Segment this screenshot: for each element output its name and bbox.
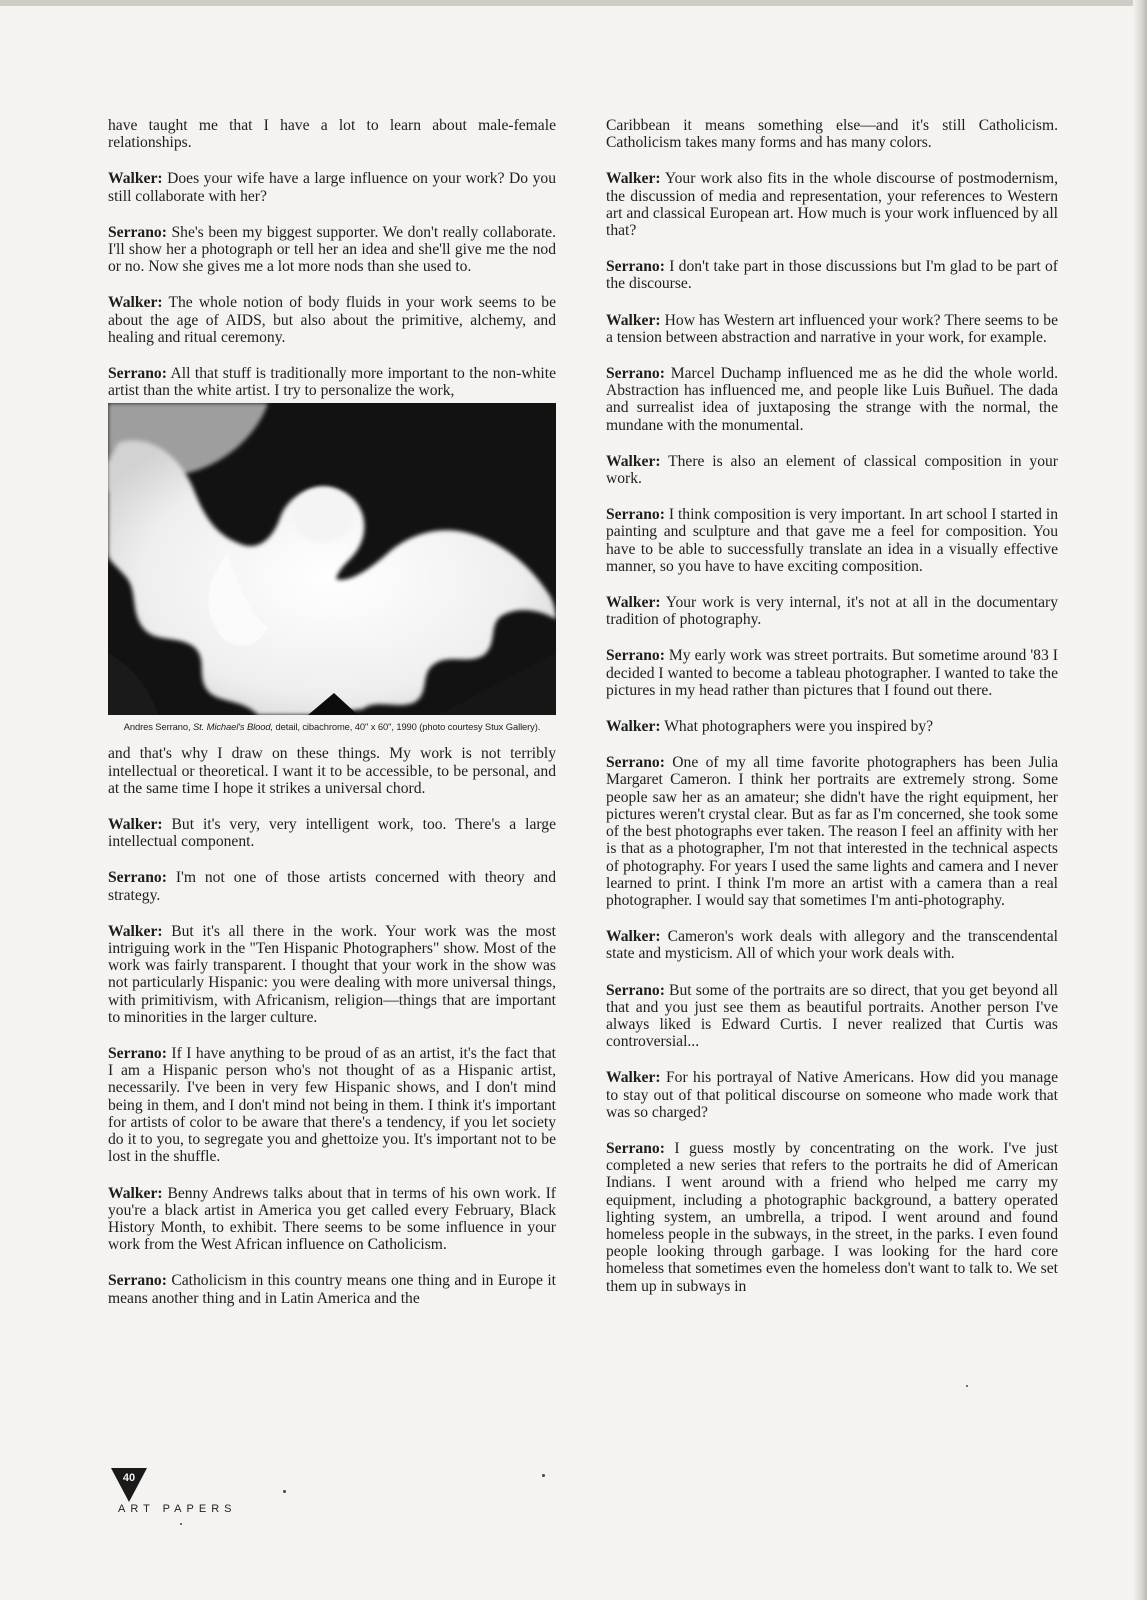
paragraph-text: For his portrayal of Native Americans. How did you manage to stay out of that political discourse on someone who made work that was so charged?	[606, 1069, 1058, 1121]
speaker-name: Walker:	[108, 170, 163, 188]
interview-paragraph	[606, 506, 1058, 575]
speaker-name: Walker:	[108, 1184, 163, 1202]
paragraph-text: But some of the portraits are so direct, that you get beyond all that and you just see them as beautiful portraits. Another person I've always liked is Edward Curtis. I never realized that Curtis was controversial...	[606, 981, 1058, 1051]
paragraph-text: One of my all time favorite photographers has been Julia Margaret Cameron. I think her portraits are extremely strong. Some people saw her as an amateur; she didn't have the right equipment, her pictures weren't crystal clear. But as far as I'm concerned, she took some of the best photographs ever taken. The reason I feel an affinity with her is that as a photographer, I'm not that interested in the technical aspects of photography. For years I used the same lights and camera and I never learned to print. I think I'm more an artist with a camera than a real photographer. I would say that sometimes I'm anti-photography.	[606, 754, 1058, 909]
paragraph-text: Does your wife have a large influence on your work? Do you still collaborate with her?	[108, 170, 556, 205]
interview-paragraph	[606, 1140, 1058, 1295]
page-top-edge	[0, 0, 1147, 6]
speaker-name: Serrano:	[606, 506, 665, 524]
speaker-name: Serrano:	[606, 258, 665, 276]
interview-paragraph	[606, 117, 1058, 151]
interview-paragraph	[108, 170, 556, 204]
speaker-name: Serrano:	[108, 365, 167, 383]
interview-paragraph	[606, 258, 1058, 292]
print-speck	[180, 1523, 182, 1525]
paragraph-text: Your work is very internal, it's not at all in the documentary tradition of photography.	[606, 594, 1058, 629]
speaker-name: Serrano:	[606, 1139, 665, 1157]
paragraph-text: have taught me that I have a lot to learn about male-female relationships.	[108, 117, 556, 152]
paragraph-text: My early work was street portraits. But sometime around '83 I decided I wanted to become a tableau photographer. I wanted to take the pictures in my head rather than pictures that I found out there.	[606, 647, 1058, 699]
print-speck	[966, 1385, 968, 1387]
interview-paragraph	[606, 170, 1058, 239]
right-column-text	[606, 117, 1058, 1295]
paragraph-text: I guess mostly by concentrating on the work. I've just completed a new series that refers to the portraits he did of American Indians. I went around with a friend who helped me carry my equipment, including a photographic background, a battery operated lighting system, an umbrella, a tripod. I went around and found homeless people in the subways, in the street, in the parks. I even found people looking through garbage. I was looking for the hard core homeless that sometimes even the homeless don't want to talk to. We set them up in subways in	[606, 1139, 1058, 1295]
interview-paragraph	[606, 754, 1058, 909]
interview-paragraph	[108, 816, 556, 850]
interview-paragraph	[108, 745, 556, 797]
paragraph-text: She's been my biggest supporter. We don't really collaborate. I'll show her a photograph or tell her an idea and she'll give me the nod or no. Now she gives me a lot more nods than she used to.	[108, 223, 556, 276]
interview-paragraph	[108, 923, 556, 1026]
left-column-text-bottom	[108, 745, 556, 1306]
interview-paragraph	[606, 453, 1058, 487]
paragraph-text: But it's all there in the work. Your work was the most intriguing work in the "Ten Hispanic Photographers" show. Most of the work was fairly transparent. I thought that your work in the show was not particularly Hispanic: you were dealing with more universal things, with primitivism, with Africanism, religion—things that are important to minorities in the larger culture.	[108, 922, 556, 1026]
paragraph-text: and that's why I draw on these things. My work is not terribly intellectual or theoretical. I want it to be accessible, to be personal, and at the same time I hope it strikes a universal chord.	[108, 745, 556, 797]
paragraph-text: Benny Andrews talks about that in terms of his own work. If you're a black artist in America you get called every February, Black History Month, to exhibit. There seems to be some influence in your work from the West African influence on Catholicism.	[108, 1184, 556, 1254]
speaker-name: Serrano:	[108, 869, 167, 887]
interview-paragraph	[108, 365, 556, 399]
speaker-name: Walker:	[606, 594, 661, 612]
interview-paragraph	[606, 928, 1058, 962]
print-speck	[283, 1490, 286, 1493]
page-number: 40	[122, 1472, 136, 1484]
interview-paragraph	[108, 1185, 556, 1254]
speaker-name: Walker:	[606, 170, 661, 188]
interview-paragraph	[606, 594, 1058, 628]
speaker-name: Walker:	[606, 718, 661, 736]
speaker-name: Walker:	[108, 816, 163, 834]
interview-paragraph	[606, 718, 1058, 735]
figure-caption: Andres Serrano, St. Michael's Blood, detail, cibachrome, 40" x 60", 1990 (photo courtesy Stux Gallery).	[123, 721, 541, 733]
interview-paragraph	[108, 224, 556, 276]
paragraph-text: I'm not one of those artists concerned with theory and strategy.	[108, 869, 556, 904]
interview-paragraph	[606, 312, 1058, 346]
interview-paragraph	[108, 1272, 556, 1306]
paragraph-text: What photographers were you inspired by?	[660, 718, 934, 736]
figure	[108, 403, 556, 733]
interview-paragraph	[108, 1045, 556, 1165]
speaker-name: Serrano:	[108, 1045, 167, 1063]
speaker-name: Walker:	[108, 922, 163, 940]
speaker-name: Serrano:	[108, 223, 167, 241]
interview-paragraph	[108, 869, 556, 903]
paragraph-text: How has Western art influenced your work? There seems to be a tension between abstraction and narrative in your work, for example.	[606, 311, 1058, 346]
speaker-name: Walker:	[606, 452, 661, 470]
speaker-name: Serrano:	[606, 365, 665, 383]
interview-paragraph	[606, 647, 1058, 699]
speaker-name: Walker:	[606, 1069, 661, 1087]
speaker-name: Walker:	[606, 311, 661, 329]
interview-paragraph	[606, 982, 1058, 1051]
paragraph-text: I think composition is very important. In art school I started in painting and sculpture and that gave me a feel for composition. You have to be able to successfully translate an idea in a visually effective manner, so you have to have exciting composition.	[606, 506, 1058, 575]
paragraph-text: Your work also fits in the whole discourse of postmodernism, the discussion of media and representation, your references to Western art and classical European art. How much is your work influenced by all that?	[606, 170, 1058, 240]
paragraph-text: Catholicism in this country means one thing and in Europe it means another thing and in Latin America and the	[108, 1272, 556, 1307]
paragraph-text: Marcel Duchamp influenced me as he did the whole world. Abstraction has influenced me, and people like Luis Buñuel. The dada and surrealist idea of juxtaposing the strange with the normal, the mundane with the monumental.	[606, 365, 1058, 434]
paragraph-text: I don't take part in those discussions but I'm glad to be part of the discourse.	[606, 258, 1058, 293]
paragraph-text: The whole notion of body fluids in your work seems to be about the age of AIDS, but also about the primitive, alchemy, and healing and ritual ceremony.	[108, 294, 556, 346]
right-column	[606, 117, 1058, 1314]
interview-paragraph	[108, 117, 556, 151]
left-column-text-top	[108, 117, 556, 399]
paragraph-text: There is also an element of classical composition in your work.	[606, 452, 1058, 488]
speaker-name: Serrano:	[606, 647, 665, 665]
speaker-name: Walker:	[606, 928, 661, 946]
print-speck	[542, 1474, 545, 1477]
interview-paragraph	[606, 1069, 1058, 1121]
page-right-edge	[1133, 0, 1147, 1600]
interview-paragraph	[108, 294, 556, 346]
speaker-name: Walker:	[108, 294, 163, 312]
paragraph-text: Cameron's work deals with allegory and the transcendental state and mysticism. All of which your work deals with.	[606, 928, 1058, 963]
speaker-name: Serrano:	[606, 981, 665, 999]
photo-st-michaels-blood	[108, 403, 556, 715]
paragraph-text: All that stuff is traditionally more important to the non-white artist than the white artist. I try to personalize the work,	[108, 365, 556, 400]
left-column	[108, 117, 556, 1326]
speaker-name: Serrano:	[606, 754, 665, 772]
magazine-name: ART PAPERS	[118, 1503, 237, 1515]
speaker-name: Serrano:	[108, 1272, 167, 1290]
page-folio	[111, 1468, 147, 1502]
paragraph-text: Caribbean it means something else—and it's still Catholicism. Catholicism takes many forms and has many colors.	[606, 117, 1058, 152]
paragraph-text: But it's very, very intelligent work, too. There's a large intellectual component.	[108, 816, 556, 851]
paragraph-text: If I have anything to be proud of as an artist, it's the fact that I am a Hispanic person who's not thought of as a Hispanic artist, necessarily. I've been in very few Hispanic shows, and I don't mind being in them, and I don't mind not being in them. I think it's important for artists of color to be aware that there's a tendency, if you let society do it to you, to segregate you and ghettoize you. It's important not to be lost in the shuffle.	[108, 1045, 556, 1166]
interview-paragraph	[606, 365, 1058, 434]
